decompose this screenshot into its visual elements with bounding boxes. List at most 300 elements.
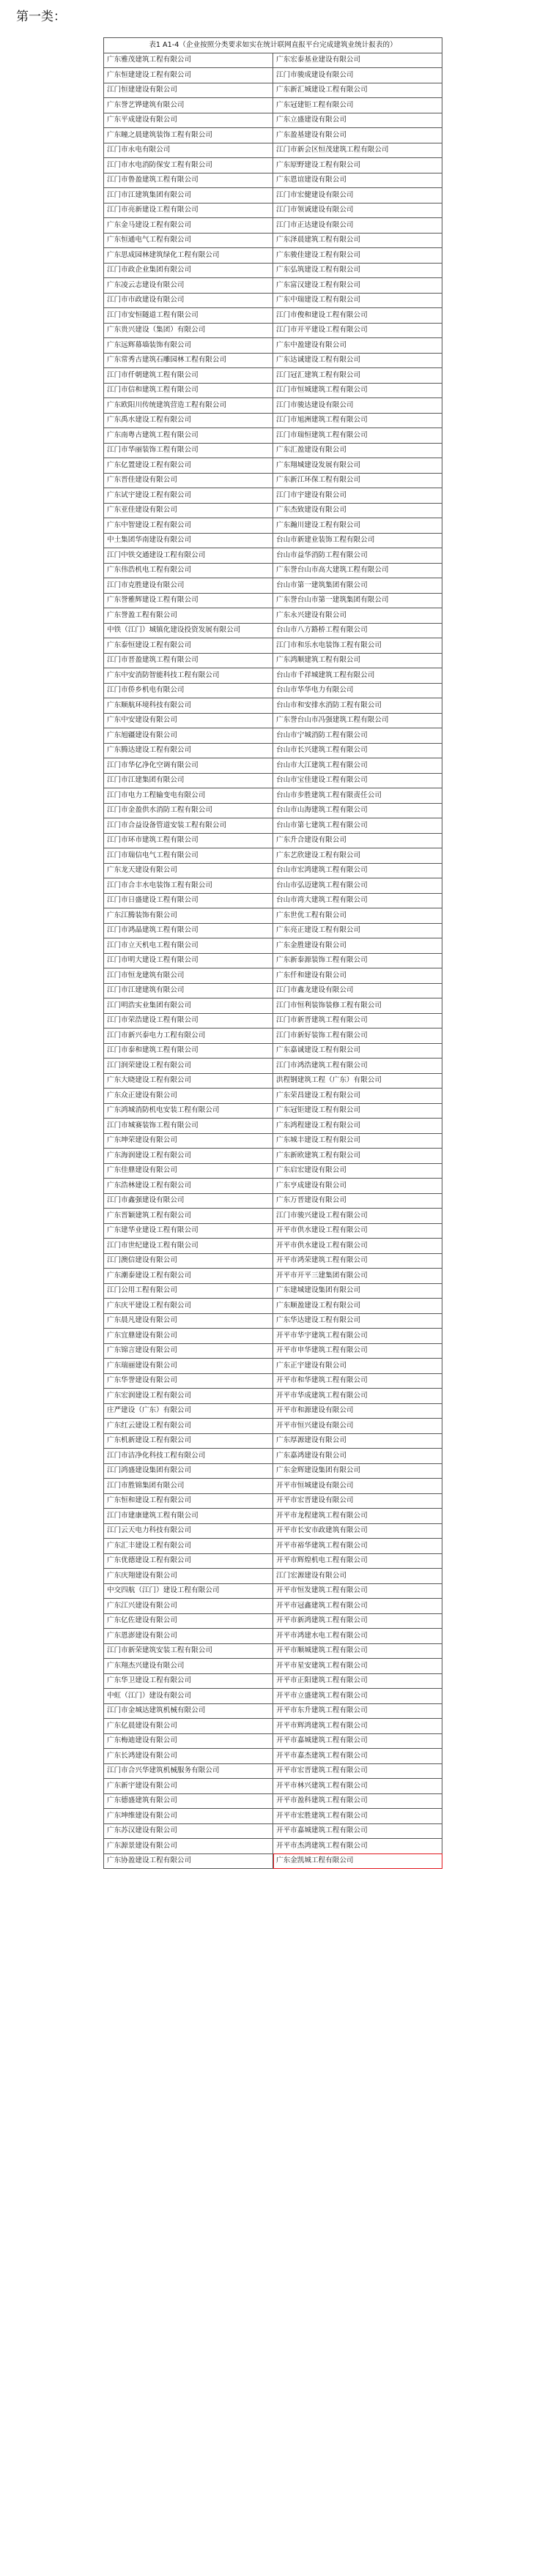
table-row — [104, 1313, 442, 1329]
company-name-left: 江门市江建集团有限公司 — [104, 773, 273, 788]
table-row — [104, 548, 442, 564]
company-name-right: 广东鸿程建设工程有限公司 — [273, 1119, 442, 1134]
table-row — [104, 1103, 442, 1119]
table-row — [104, 233, 442, 248]
company-name-right: 开平市冠鑫建筑工程有限公司 — [273, 1599, 442, 1614]
company-name-left: 广东坤荣建设有限公司 — [104, 1133, 273, 1149]
company-name-left: 江门中铁交通建设工程有限公司 — [104, 548, 273, 564]
table-row — [104, 173, 442, 188]
company-name-right: 开平市盈科建筑工程有限公司 — [273, 1793, 442, 1809]
table-row — [104, 653, 442, 668]
company-name-left: 广东亿置建设工程有限公司 — [104, 458, 273, 474]
company-name-right: 广东启宏建设有限公司 — [273, 1163, 442, 1179]
company-name-left: 江门市金城达建筑机械有限公司 — [104, 1703, 273, 1719]
company-name-left: 广东中安消防智能科技工程有限公司 — [104, 668, 273, 684]
company-name-right: 开平市恒城建设有限公司 — [273, 1479, 442, 1494]
company-name-left: 江门市政企业集团有限公司 — [104, 263, 273, 278]
company-name-left: 广东协盈建设工程有限公司 — [104, 1853, 273, 1869]
company-name-left: 江门市泰和建筑工程有限公司 — [104, 1043, 273, 1059]
table-row — [104, 1553, 442, 1569]
company-name-left: 广东恩澎建设有限公司 — [104, 1629, 273, 1644]
company-name-left: 江门市侨乡机电有限公司 — [104, 683, 273, 698]
company-name-right: 开平市裕华建筑工程有限公司 — [273, 1539, 442, 1554]
company-name-right: 江门市恒利装饰装修工程有限公司 — [273, 998, 442, 1014]
company-name-left: 广东晨凡建设有限公司 — [104, 1313, 273, 1329]
company-name-left: 江门市世纪建设工程有限公司 — [104, 1239, 273, 1254]
table-row — [104, 1059, 442, 1074]
table-row — [104, 1373, 442, 1389]
table-row — [104, 428, 442, 444]
company-name-right: 开平市新鸿建筑工程有限公司 — [273, 1613, 442, 1629]
company-name-right: 台山市步胜建筑工程有限责任公司 — [273, 788, 442, 804]
company-name-left: 广东梅迪建设有限公司 — [104, 1733, 273, 1749]
company-name-left: 江门公用工程有限公司 — [104, 1283, 273, 1299]
company-name-left: 广东中智建设工程有限公司 — [104, 518, 273, 534]
table-row — [104, 1343, 442, 1359]
company-name-right: 开平市龙程建筑工程有限公司 — [273, 1509, 442, 1524]
company-name-right: 台山市宝佳建设工程有限公司 — [273, 773, 442, 788]
company-name-right: 开平市星安建筑工程有限公司 — [273, 1659, 442, 1674]
table-row — [104, 1673, 442, 1689]
company-name-left: 江门市鑫强建设有限公司 — [104, 1193, 273, 1209]
company-name-right: 台山市华华电力有限公司 — [273, 683, 442, 698]
company-name-left: 江门澳信建设有限公司 — [104, 1253, 273, 1269]
table-row — [104, 338, 442, 354]
company-name-left: 江门市克胜建设有限公司 — [104, 578, 273, 594]
company-name-left: 江门市亮新建设工程有限公司 — [104, 203, 273, 218]
table-row — [104, 158, 442, 173]
company-name-right: 广东杰致建设有限公司 — [273, 503, 442, 518]
company-name-right: 广东鸿顺建筑工程有限公司 — [273, 653, 442, 668]
company-name-left: 广东南粤古建筑工程有限公司 — [104, 428, 273, 444]
table-row — [104, 1613, 442, 1629]
table-row — [104, 923, 442, 938]
table-row — [104, 1133, 442, 1149]
company-name-left: 广东华誉建设有限公司 — [104, 1373, 273, 1389]
table-row — [104, 488, 442, 504]
company-name-left: 广东远辉幕墙装饰有限公司 — [104, 338, 273, 354]
company-name-right: 开平市东升建筑工程有限公司 — [273, 1703, 442, 1719]
company-name-left: 广东浩林建设工程有限公司 — [104, 1179, 273, 1194]
company-name-left: 江门市江建筑集团有限公司 — [104, 188, 273, 204]
company-name-right: 开平市鸿建水电工程有限公司 — [273, 1629, 442, 1644]
company-name-right: 广东荣昌建设工程有限公司 — [273, 1089, 442, 1104]
table-row — [104, 518, 442, 534]
table-row — [104, 998, 442, 1014]
table-row — [104, 128, 442, 143]
company-name-right: 广东冠钜建设工程有限公司 — [273, 1103, 442, 1119]
company-name-left: 广东建华业建设工程有限公司 — [104, 1223, 273, 1239]
company-name-right: 江门市骏成建设有限公司 — [273, 68, 442, 83]
company-name-right: 开平市开平三建集团有限公司 — [273, 1269, 442, 1284]
company-name-left: 广东庆翔建设有限公司 — [104, 1569, 273, 1584]
company-name-left: 广东苏汉建设有限公司 — [104, 1823, 273, 1839]
table-row — [104, 908, 442, 924]
company-name-right: 江门宏源建设有限公司 — [273, 1569, 442, 1584]
company-name-right: 台山市新建业装饰工程有限公司 — [273, 533, 442, 548]
company-name-left: 江门明浩实业集团有限公司 — [104, 998, 273, 1014]
company-name-right: 广东中盈建设有限公司 — [273, 338, 442, 354]
company-name-right: 广东艺欣建设工程有限公司 — [273, 848, 442, 864]
table-row — [104, 878, 442, 894]
company-name-left: 广东中安建设有限公司 — [104, 713, 273, 728]
company-name-right: 台山市湾大建筑工程有限公司 — [273, 893, 442, 908]
company-name-left: 广东机新建设工程有限公司 — [104, 1433, 273, 1449]
company-name-right: 开平市林兴建筑工程有限公司 — [273, 1779, 442, 1794]
company-name-left: 广东亿晨建设有限公司 — [104, 1719, 273, 1734]
company-name-left: 广东欧阳川传统建筑营造工程有限公司 — [104, 398, 273, 414]
company-name-right: 广东世优工程有限公司 — [273, 908, 442, 924]
company-name-right: 江门市旭洲建筑工程有限公司 — [273, 413, 442, 428]
company-name-left: 江门市日盛建设工程有限公司 — [104, 893, 273, 908]
company-name-left: 广东德盛建筑有限公司 — [104, 1793, 273, 1809]
company-name-right: 开平市立盛建筑工程有限公司 — [273, 1689, 442, 1704]
company-name-left: 广东晋佳建设有限公司 — [104, 473, 273, 488]
table-row — [104, 323, 442, 338]
table-row — [104, 683, 442, 698]
company-name-left: 广东亚佳建设有限公司 — [104, 503, 273, 518]
table-row — [104, 1163, 442, 1179]
company-name-left: 江门市金盈供水消防工程有限公司 — [104, 803, 273, 818]
company-name-right: 广东翔城建设发展有限公司 — [273, 458, 442, 474]
company-name-right: 台山市大江建筑工程有限公司 — [273, 758, 442, 774]
company-name-right: 广东厚源建设有限公司 — [273, 1433, 442, 1449]
company-name-left: 广东腾达建设工程有限公司 — [104, 743, 273, 758]
table-row — [104, 218, 442, 234]
table-row — [104, 1779, 442, 1794]
table-caption-row — [104, 38, 442, 53]
company-name-right: 广东汇盈建设有限公司 — [273, 443, 442, 458]
company-name-left: 江门市合益设备管道安装工程有限公司 — [104, 818, 273, 834]
company-name-right: 江门市开平建设工程有限公司 — [273, 323, 442, 338]
company-name-left: 广东红云建设工程有限公司 — [104, 1419, 273, 1434]
table-row — [104, 53, 442, 68]
table-row — [104, 473, 442, 488]
table-row — [104, 1149, 442, 1164]
table-row — [104, 983, 442, 998]
company-name-right: 开平市和源建设有限公司 — [273, 1403, 442, 1419]
company-name-right: 广东富汉建设工程有限公司 — [273, 278, 442, 294]
company-name-left: 江门市华丽装饰工程有限公司 — [104, 443, 273, 458]
company-name-right: 江门市新晋建筑工程有限公司 — [273, 1013, 442, 1028]
company-name-right: 台山市第七建筑工程有限公司 — [273, 818, 442, 834]
company-name-right: 广东盈基建设有限公司 — [273, 128, 442, 143]
table-row — [104, 1823, 442, 1839]
table-row — [104, 1239, 442, 1254]
company-name-left: 庄严建设（广东）有限公司 — [104, 1403, 273, 1419]
company-name-right: 台山市宁城消防工程有限公司 — [273, 728, 442, 744]
company-name-left: 江门市新兴泰电力工程有限公司 — [104, 1028, 273, 1044]
table-row — [104, 188, 442, 204]
table-row — [104, 698, 442, 714]
company-name-left: 广东誉艺铧建筑有限公司 — [104, 98, 273, 113]
company-name-right: 江门市宏健建设有限公司 — [273, 188, 442, 204]
company-name-right: 江门市瑞恒建筑工程有限公司 — [273, 428, 442, 444]
company-name-left: 广东优德建设工程有限公司 — [104, 1553, 273, 1569]
table-row — [104, 458, 442, 474]
table-caption: 表1 A1-4（企业按照分类要求如实在统计联网直报平台完成建筑业统计报表的） — [104, 38, 442, 53]
company-name-right: 广东金辉建设集团有限公司 — [273, 1463, 442, 1479]
enterprise-table-body — [104, 38, 442, 1869]
company-name-right: 广东原野建设工程有限公司 — [273, 158, 442, 173]
company-name-left: 江门市明大建设工程有限公司 — [104, 953, 273, 968]
company-name-left: 广东坤维建设有限公司 — [104, 1809, 273, 1824]
company-name-left: 广东试宇建设工程有限公司 — [104, 488, 273, 504]
company-name-left: 广东宜鼎建设有限公司 — [104, 1329, 273, 1344]
table-row — [104, 1809, 442, 1824]
company-name-right: 开平市长安市政建筑有限公司 — [273, 1523, 442, 1539]
company-name-left: 广东宏润建设工程有限公司 — [104, 1389, 273, 1404]
company-name-left: 广东龙天建设有限公司 — [104, 863, 273, 878]
company-name-right: 江门市鸿浩建筑工程有限公司 — [273, 1059, 442, 1074]
company-name-right: 台山市第一建筑集团有限公司 — [273, 578, 442, 594]
company-name-left: 广东亿佐建设有限公司 — [104, 1613, 273, 1629]
table-row — [104, 1733, 442, 1749]
table-row — [104, 1193, 442, 1209]
table-row — [104, 1703, 442, 1719]
table-row — [104, 1089, 442, 1104]
company-name-right: 江门市恒城建筑工程有限公司 — [273, 383, 442, 398]
company-name-right: 开平市宏晋建设有限公司 — [273, 1493, 442, 1509]
company-name-right: 江门冠汇建筑工程有限公司 — [273, 368, 442, 384]
company-name-right: 开平市宏晋建筑工程有限公司 — [273, 1763, 442, 1779]
company-name-right: 广东建城建设集团有限公司 — [273, 1283, 442, 1299]
company-name-right: 台山市宏鸿建筑工程有限公司 — [273, 863, 442, 878]
table-row — [104, 773, 442, 788]
company-name-left: 广东恒和建设工程有限公司 — [104, 1493, 273, 1509]
table-row — [104, 563, 442, 578]
table-row — [104, 1643, 442, 1659]
table-row — [104, 68, 442, 83]
company-name-right: 广东顺盈建设工程有限公司 — [273, 1299, 442, 1314]
table-row — [104, 1359, 442, 1374]
table-row — [104, 1749, 442, 1764]
company-name-left: 广东潮泰建设工程有限公司 — [104, 1269, 273, 1284]
company-name-left: 广东誉盈工程有限公司 — [104, 608, 273, 624]
company-name-left: 广东长鸿建设有限公司 — [104, 1749, 273, 1764]
company-name-left: 中交四航（江门）建设工程有限公司 — [104, 1583, 273, 1599]
company-name-left: 广东恒通电气工程有限公司 — [104, 233, 273, 248]
table-row — [104, 113, 442, 128]
table-row — [104, 1223, 442, 1239]
table-row — [104, 968, 442, 984]
highlighted-company-cell: 广东金凯城工程有限公司 — [273, 1853, 442, 1869]
company-name-left: 江门市鸿晶建筑工程有限公司 — [104, 923, 273, 938]
company-name-right: 广东升合建设有限公司 — [273, 833, 442, 848]
table-row — [104, 893, 442, 908]
company-name-right: 广东立盛建设有限公司 — [273, 113, 442, 128]
company-name-right: 江门市新会区恒茂建筑工程有限公司 — [273, 143, 442, 158]
company-name-right: 台山市弘迈建筑工程有限公司 — [273, 878, 442, 894]
company-name-left: 江门市信和建筑工程有限公司 — [104, 383, 273, 398]
company-name-right: 广东新泰源装饰工程有限公司 — [273, 953, 442, 968]
company-name-left: 江门市环市建筑工程有限公司 — [104, 833, 273, 848]
company-name-right: 江门市和乐水电装饰工程有限公司 — [273, 638, 442, 654]
company-name-right: 开平市嘉城建筑工程有限公司 — [273, 1733, 442, 1749]
company-name-right: 广东新汇城建设工程有限公司 — [273, 83, 442, 98]
company-name-left: 江门恒建建设有限公司 — [104, 83, 273, 98]
company-name-right: 广东冠建钜工程有限公司 — [273, 98, 442, 113]
table-row — [104, 98, 442, 113]
company-name-right: 广东誉台山市冯强建筑工程有限公司 — [273, 713, 442, 728]
company-name-left: 广东平成建设有限公司 — [104, 113, 273, 128]
company-name-right: 广东新江环保工程有限公司 — [273, 473, 442, 488]
table-row — [104, 1073, 442, 1089]
table-row — [104, 938, 442, 954]
company-name-left: 江门市电力工程输变电有限公司 — [104, 788, 273, 804]
table-row — [104, 1493, 442, 1509]
company-name-right: 台山市和安排水消防工程有限公司 — [273, 698, 442, 714]
company-name-right: 开平市正阳建筑工程有限公司 — [273, 1673, 442, 1689]
company-name-right: 广东恩谊建设有限公司 — [273, 173, 442, 188]
table-row — [104, 638, 442, 654]
table-row — [104, 1329, 442, 1344]
table-row — [104, 803, 442, 818]
company-name-left: 江门市荣浩建设工程有限公司 — [104, 1013, 273, 1028]
company-name-right: 开平市供水建设工程有限公司 — [273, 1239, 442, 1254]
company-name-left: 广东众正建设有限公司 — [104, 1089, 273, 1104]
table-row — [104, 1523, 442, 1539]
table-row — [104, 608, 442, 624]
company-name-left: 江门市鲁盈建筑工程有限公司 — [104, 173, 273, 188]
table-row — [104, 863, 442, 878]
company-name-left: 广东金马建设工程有限公司 — [104, 218, 273, 234]
company-name-left: 广东贵兴建设（集团）有限公司 — [104, 323, 273, 338]
table-row — [104, 728, 442, 744]
company-name-left: 广东禹水建设工程有限公司 — [104, 413, 273, 428]
company-name-left: 广东常秀古建筑石雕园林工程有限公司 — [104, 353, 273, 368]
company-name-right: 江门市骏达建设有限公司 — [273, 398, 442, 414]
company-name-left: 广东鸿城消防机电安装工程有限公司 — [104, 1103, 273, 1119]
company-name-left: 江门市城赛装饰工程有限公司 — [104, 1119, 273, 1134]
company-name-right: 开平市恒发建筑工程有限公司 — [273, 1583, 442, 1599]
company-name-left: 江门市晋盈建筑工程有限公司 — [104, 653, 273, 668]
company-name-right: 台山市长兴建筑工程有限公司 — [273, 743, 442, 758]
company-name-right: 广东新欧建筑工程有限公司 — [273, 1149, 442, 1164]
company-name-left: 广东庆平建设工程有限公司 — [104, 1299, 273, 1314]
company-name-right: 江门市领诚建设有限公司 — [273, 203, 442, 218]
company-name-left: 广东海润建设工程有限公司 — [104, 1149, 273, 1164]
table-row — [104, 383, 442, 398]
company-name-left: 广东锦言建设有限公司 — [104, 1343, 273, 1359]
company-name-left: 广东源景建设有限公司 — [104, 1839, 273, 1854]
company-name-left: 江门市胜锦集团有限公司 — [104, 1479, 273, 1494]
table-row — [104, 1463, 442, 1479]
table-row — [104, 503, 442, 518]
company-name-left: 广东翔杰兴建设有限公司 — [104, 1659, 273, 1674]
table-row — [104, 1599, 442, 1614]
company-name-right: 广东仟和建设有限公司 — [273, 968, 442, 984]
table-row — [104, 818, 442, 834]
company-name-right: 台山市益华消防工程有限公司 — [273, 548, 442, 564]
company-name-right: 广东瀚川建设工程有限公司 — [273, 518, 442, 534]
company-name-right: 江门市正达建设有限公司 — [273, 218, 442, 234]
company-name-right: 广东永兴建设有限公司 — [273, 608, 442, 624]
table-row — [104, 668, 442, 684]
company-name-right: 广东华达建设工程有限公司 — [273, 1313, 442, 1329]
company-name-right: 开平市辉煌机电工程有限公司 — [273, 1553, 442, 1569]
table-row — [104, 1659, 442, 1674]
company-name-left: 江门市恒龙建筑有限公司 — [104, 968, 273, 984]
company-name-left: 江门市江建建筑有限公司 — [104, 983, 273, 998]
company-name-right: 江门市新好装饰工程有限公司 — [273, 1028, 442, 1044]
table-row — [104, 1419, 442, 1434]
table-row — [104, 1583, 442, 1599]
company-name-right: 广东正宇建设有限公司 — [273, 1359, 442, 1374]
company-name-left: 广东晋颖建筑工程有限公司 — [104, 1209, 273, 1224]
table-row — [104, 1403, 442, 1419]
company-name-right: 开平市宏胜建筑工程有限公司 — [273, 1809, 442, 1824]
company-name-left: 江门市洁净化科技工程有限公司 — [104, 1449, 273, 1464]
company-name-left: 江门市建康建筑工程有限公司 — [104, 1509, 273, 1524]
company-name-right: 开平市华成建筑工程有限公司 — [273, 1389, 442, 1404]
company-name-right: 江门市宇建设有限公司 — [273, 488, 442, 504]
table-row — [104, 1389, 442, 1404]
table-row — [104, 743, 442, 758]
company-name-left: 广东华卫建设工程有限公司 — [104, 1673, 273, 1689]
company-name-right: 开平市杰鸿建筑工程有限公司 — [273, 1839, 442, 1854]
table-row — [104, 263, 442, 278]
company-name-right: 广东骏佳建设工程有限公司 — [273, 248, 442, 264]
company-name-right: 广东达诚建设工程有限公司 — [273, 353, 442, 368]
table-row — [104, 293, 442, 308]
company-name-left: 江门市瑞信电气工程有限公司 — [104, 848, 273, 864]
company-name-left: 江门市市政建设有限公司 — [104, 293, 273, 308]
company-name-right: 台山市千祥城建筑工程有限公司 — [273, 668, 442, 684]
company-name-right: 台山市八方路桥工程有限公司 — [273, 623, 442, 638]
company-name-right: 广东誉台山市高大建筑工程有限公司 — [273, 563, 442, 578]
company-name-left: 广东瑞丽建设有限公司 — [104, 1359, 273, 1374]
table-row — [104, 143, 442, 158]
table-row — [104, 398, 442, 414]
company-name-right: 广东弘筑建设工程有限公司 — [273, 263, 442, 278]
company-name-left: 广东江兴建设有限公司 — [104, 1599, 273, 1614]
company-name-left: 广东雅茂建筑工程有限公司 — [104, 53, 273, 68]
company-name-left: 江门市合兴华建筑机械服务有限公司 — [104, 1763, 273, 1779]
table-row — [104, 1283, 442, 1299]
company-name-right: 广东泽晨建筑工程有限公司 — [273, 233, 442, 248]
company-name-right: 广东誉台山市第一建筑集团有限公司 — [273, 593, 442, 608]
table-row — [104, 1119, 442, 1134]
company-name-left: 广东佳鼎建设有限公司 — [104, 1163, 273, 1179]
company-name-left: 广东江腾装饰有限公司 — [104, 908, 273, 924]
company-name-right: 广东亮正建设工程有限公司 — [273, 923, 442, 938]
company-name-right: 开平市辉鸿建筑工程有限公司 — [273, 1719, 442, 1734]
company-name-left: 广东恒建建设工程有限公司 — [104, 68, 273, 83]
company-name-left: 江门市新荣建筑安装工程有限公司 — [104, 1643, 273, 1659]
table-row — [104, 1689, 442, 1704]
company-name-left: 江门市永电有限公司 — [104, 143, 273, 158]
company-name-left: 广东思成园林建筑绿化工程有限公司 — [104, 248, 273, 264]
company-name-right: 广东宏泰基业建设有限公司 — [273, 53, 442, 68]
company-name-left: 江门云天电力科技有限公司 — [104, 1523, 273, 1539]
table-row — [104, 1629, 442, 1644]
company-name-left: 江门市合丰水电装饰工程有限公司 — [104, 878, 273, 894]
company-name-left: 广东誉雅辉建设工程有限公司 — [104, 593, 273, 608]
company-name-left: 江门市华亿净化空调有限公司 — [104, 758, 273, 774]
company-name-right: 开平市华宇建筑工程有限公司 — [273, 1329, 442, 1344]
company-name-left: 江门市水电消防保安工程有限公司 — [104, 158, 273, 173]
company-name-left: 江门市安恒隧道工程有限公司 — [104, 308, 273, 324]
table-row — [104, 1433, 442, 1449]
table-row — [104, 593, 442, 608]
table-row — [104, 1299, 442, 1314]
company-name-right: 开平市供水建设工程有限公司 — [273, 1223, 442, 1239]
company-name-right: 开平市顺城建筑工程有限公司 — [273, 1643, 442, 1659]
company-name-right: 台山市山海建筑工程有限公司 — [273, 803, 442, 818]
company-name-right: 广东嘉诚建设工程有限公司 — [273, 1043, 442, 1059]
table-row — [104, 1793, 442, 1809]
